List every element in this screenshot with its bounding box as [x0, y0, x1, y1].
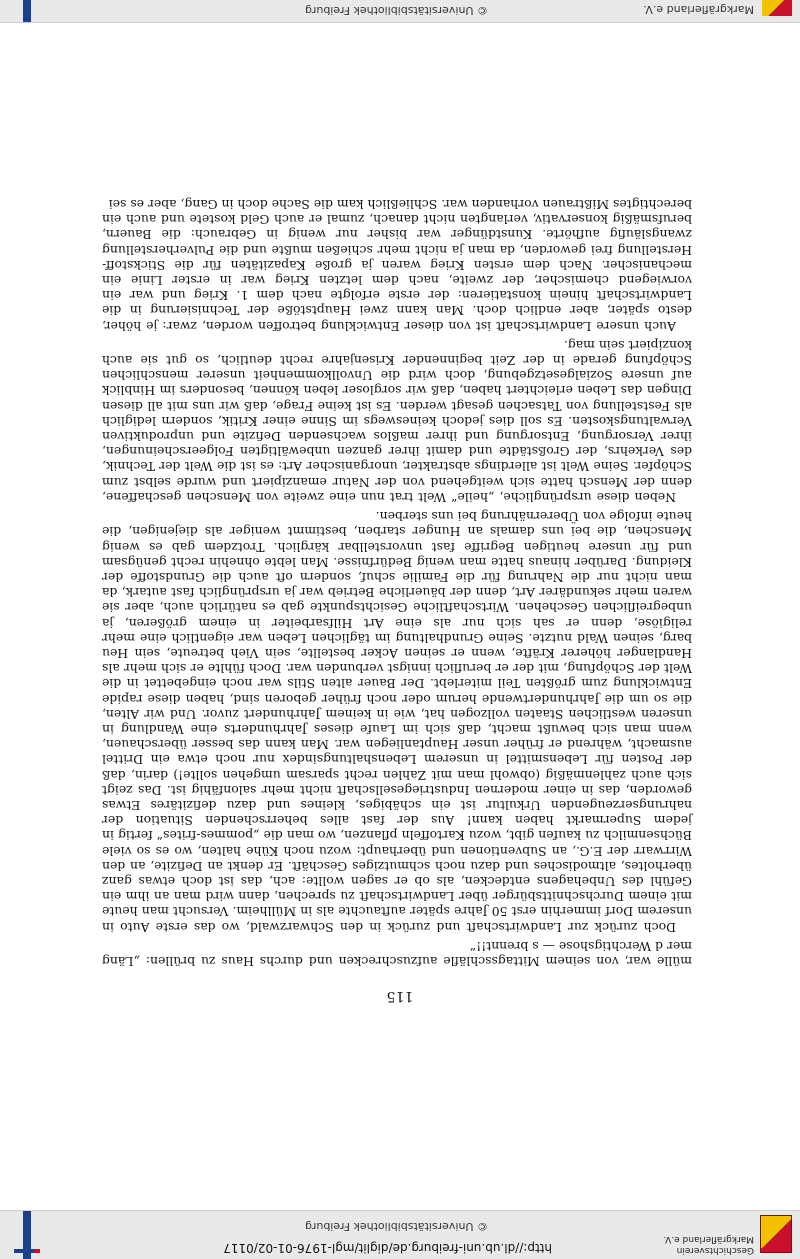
paragraph: Neben diese ursprüngliche, „heile“ Welt trat nun eine zweite von Menschen geschaffene, denn der Mensch hatte sich weitgehend von der Natur emanzipiert und wurde selbst zum Schöpfer. Seine Welt ist allerdings abstrakter, unorganischer Art: es ist die Welt der Technik, des Verkehrs, der Großstädte und damit ihrer ganzen unbewältigten Folgeerscheinungen, ihrer Versorgung, Entsorgung und ihrer maßlos wachsenden Defizite und unproduktiven Verwaltungskosten. Es soll dies jedoch keineswegs im Sinne einer Kritik, sondern lediglich als Feststellung von Tatsachen gesagt werden. Es ist keine Frage, daß wir uns mit all diesen Dingen das Leben erleichtert haben, daß wir sorgloser leben können, besonders im Hinblick auf unsere Sozialgesetzgebung, doch wird die Unvollkommenheit unserer menschlichen Schöpfung gerade in der Zeit beginnender Krisenjahre recht deutlich, so gut sie auch konzipiert sein mag.	[102, 337, 692, 505]
university-logo-icon	[12, 1211, 42, 1259]
geschichtsverein-logo-icon	[760, 1215, 792, 1253]
paragraph: Doch zurück zur Landwirtschaft und zurück in den Schwarzwald, wo das erste Auto in unserem Dorf immerhin erst 50 Jahre später auftauchte als in Müllheim. Versucht man heute mit einem Durchschnittsbürger über Landwirtschaft zu sprechen, dann wird man an ihm ein Gefühl des Unbehagens entdecken, als ob er sagen wollte: ach, das ist doch etwas ganz überholtes, altmodisches und dazu noch schmutziges Geschäft. Er denkt an Defizite, an den Wirrwarr der E.G., an Subventionen und überhaupt: wozu noch Kühe halten, wo es so viele Büchsenmilch zu kaufen gibt, wozu Kartoffeln pflanzen, wo man die „pommes-frites“ fertig in jedem Supermarkt haben kann! Aus der fast alles beherrschenden Situation der nahrungserzeugenden Urkultur ist ein schäbiges, kleines und dazu defizitäres Etwas geworden, das in einer modernen Industriegesellschaft nicht mehr salonfähig ist. Das zeigt sich auch zahlenmäßig (obwohl man mit Zahlen recht sparsam umgehen sollte!) darin, daß der Posten für Lebensmittel in unserem Lebenshaltungsindex nur noch etwa ein Drittel ausmacht, während er früher unser Hauptanliegen war. Man kann das besser überschauen, wenn man sich bewußt macht, daß sich im Laufe dieses Jahrhunderts eine Wandlung in unseren westlichen Staaten vollzogen hat, wie in keinem Jahrhundert zuvor. Und wir Alten, die so um die Jahrhundertwende herum oder noch früher geboren sind, haben diese rapide Entwicklung zum größten Teil miterlebt. Der Bauer alten Stils war noch eingebettet in die Welt der Schöpfung, mit der er beruflich innigst verbunden war. Doch fühlte er sich mehr als Handlanger höherer Kräfte, wenn er seinen Acker bestellte, sein Vieh betreute, sein Heu barg, seinen Wald nutzte. Seine Grundhaltung im täglichen Leben war eigentlich eine mehr religiöse, denn er sah sich nur als eine Art Hilfsarbeiter in einem größeren, ja unbegreiflichen Geschehen. Wirtschaftliche Gesichtspunkte gab es natürlich auch, aber sie waren mehr sekundärer Art, denn der bäuerliche Betrieb war ja ursprünglich fast autark, da man nicht nur die Nahrung für die Familie schuf, sondern oft auch die Grundstoffe der Kleidung. Darüber hinaus hatte man wenig Bedürfnisse. Man lebte ohnehin recht genügsam und für unsere heutigen Begriffe fast unvorstellbar kärglich. Trotzdem gab es wenig Menschen, die bei uns damals an Hunger starben, bestimmt weniger als diejenigen, die heute infolge von Überernährung bei uns sterben.	[102, 509, 692, 935]
page-body	[102, 193, 692, 969]
paragraph: mülle war, von seinem Mittagsschläfle aufzuschrecken und durchs Haus zu brüllen: „Läng mer d Werchtigshose — s brennt!!“	[102, 938, 692, 969]
header-permalink[interactable]: http://dl.ub.uni-freiburg.de/diglit/mgl-1976-01-02/0117	[223, 1241, 552, 1255]
page-number: 115	[386, 988, 414, 1004]
header-org-name: Geschichtsverein Markgräflerland e.V.	[663, 1234, 754, 1255]
geschichtsverein-logo-icon	[762, 0, 792, 16]
university-logo-icon	[23, 0, 31, 22]
footer-org-name: Markgräflerland e.V.	[643, 3, 754, 16]
paragraph: Auch unsere Landwirtschaft ist von dieser Entwicklung betroffen worden, zwar: je höher, desto später, aber endlich doch. Man kann zwei Hauptstöße der Technisierung in die Landwirtschaft hinein konstatieren: der erste erfolgte nach dem 1. Krieg und war ein vorwiegend chemischer, der zweite, nach dem letzten Krieg war in erster Linie ein mechanischer. Nach dem ersten Krieg waren ja große Kapazitäten für die Stickstoff-Herstellung frei geworden, da man ja nicht mehr schießen mußte und die Pulverherstellung zwangsläufig aufhörte. Kunstdünger war bisher nur wenig in Gebrauch: die Bauern, berufsmäßig konservativ, verlangten nicht danach, zumal er auch Geld kostete und auch ein berechtigtes Mißtrauen vorhanden war. Schließlich kam die Sache doch in Gang, aber es sei	[102, 197, 692, 334]
footer-copyright: © Universitätsbibliothek Freiburg	[305, 4, 488, 17]
viewer-footer	[0, 0, 800, 23]
header-copyright: © Universitätsbibliothek Freiburg	[305, 1220, 488, 1233]
viewer-header	[0, 1210, 800, 1259]
